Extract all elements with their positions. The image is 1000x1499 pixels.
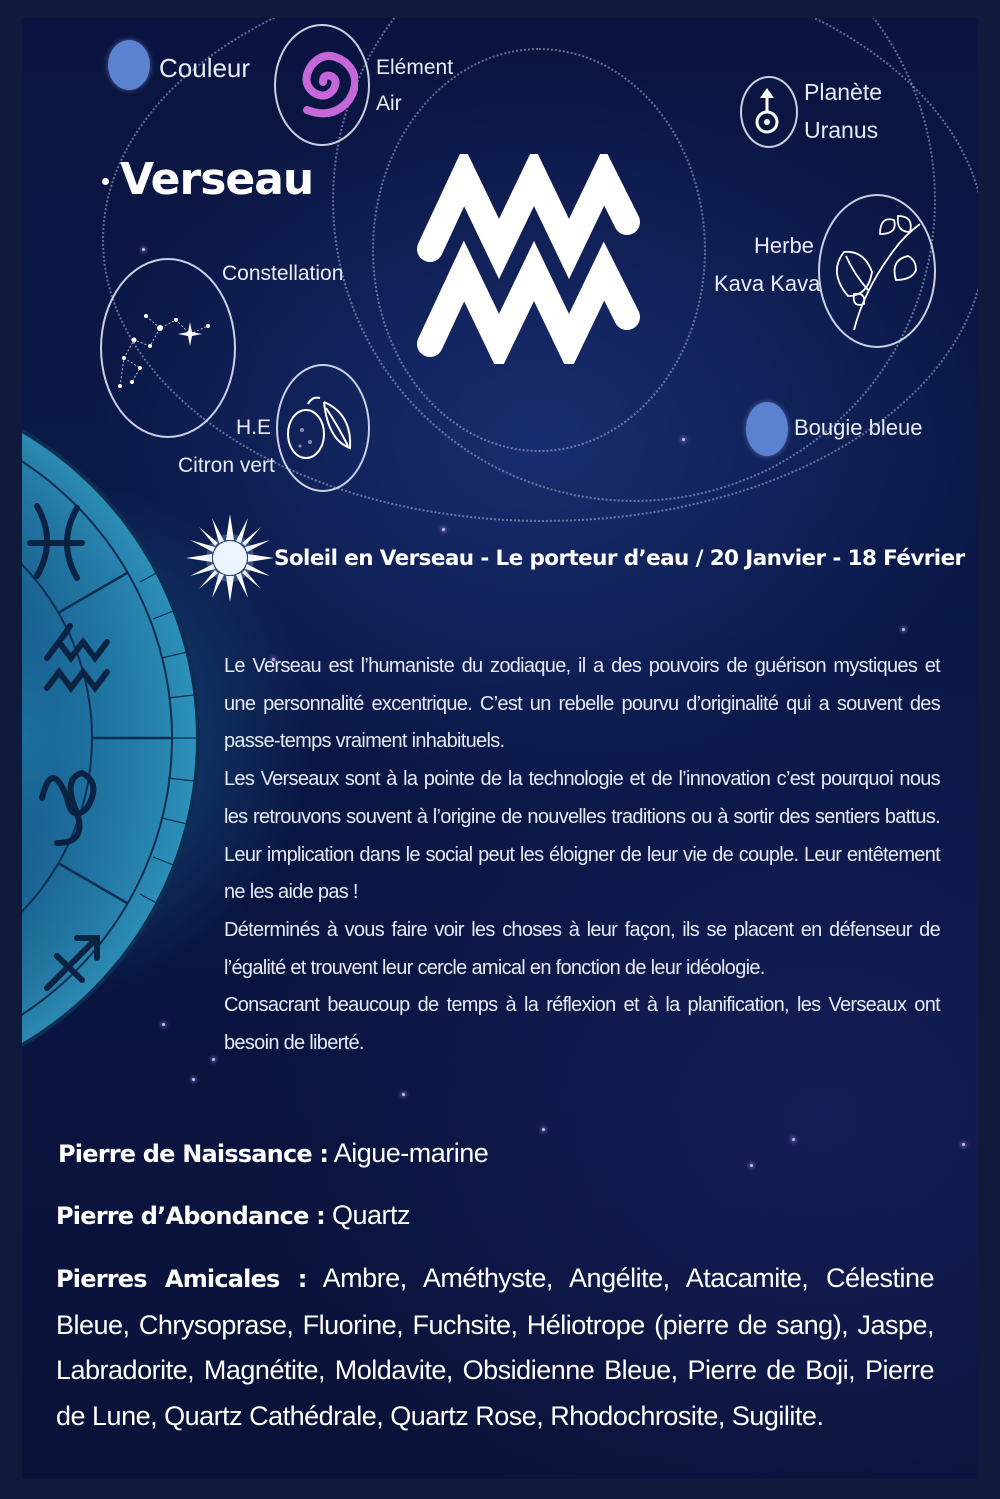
element-value: Air	[376, 92, 402, 115]
pierre-abondance	[56, 1200, 410, 1231]
star	[442, 528, 445, 531]
pierre-abondance-label: Pierre d’Abondance :	[56, 1202, 325, 1230]
bougie-label: Bougie bleue	[794, 415, 923, 440]
title-bullet	[102, 178, 109, 185]
he-value: Citron vert	[178, 454, 275, 477]
headline: Soleil en Verseau - Le porteur d’eau / 20 Janvier - 18 Février	[274, 546, 965, 571]
star	[682, 438, 685, 441]
description-paragraph: Consacrant beaucoup de temps à la réflexion et à la planification, les Verseaux ont besoin de liberté.	[224, 994, 940, 1055]
lime-icon	[282, 390, 362, 468]
couleur-label: Couleur	[159, 53, 251, 83]
sun-icon	[182, 510, 278, 606]
uranus-symbol-icon	[750, 80, 784, 140]
star	[962, 1143, 965, 1146]
kava-kava-plant-icon	[824, 212, 928, 332]
herbe-label: Herbe	[754, 233, 814, 258]
planete-label: Planète	[804, 79, 883, 105]
aquarius-constellation-icon	[110, 298, 226, 398]
planete-value: Uranus	[804, 117, 879, 143]
description-paragraph: Les Verseaux sont à la pointe de la technologie et de l’innovation c’est pourquoi nous les retrouvons souvent à l’origine de nouvelles traditions ou à sortir des sentiers battus. Leur implication dans le social peut les éloigner de leur vie de couple. Leur entêtement ne les aide pas !	[224, 768, 940, 904]
zodiac-wheel	[22, 358, 202, 1118]
pierre-naissance-value: Aigue-marine	[328, 1138, 489, 1168]
description-paragraph: Déterminés à vous faire voir les choses à leur façon, ils se placent en défenseur de l’égalité et trouvent leur cercle amical en fonction de leur idéologie.	[224, 918, 940, 979]
star	[402, 1093, 405, 1096]
pierre-naissance	[58, 1138, 488, 1169]
herbe-value: Kava Kava	[714, 271, 821, 296]
pierres-amicales	[56, 1256, 934, 1439]
description-paragraph: Le Verseau est l’humaniste du zodiaque, il a des pouvoirs de guérison mystiques et une personnalité excentrique. C’est un rebelle pourvu d’originalité qui a souvent des passe-temps vraiment inhabituels.	[224, 655, 940, 753]
sign-title: Verseau	[120, 154, 314, 205]
description	[224, 648, 940, 1063]
star	[542, 1128, 545, 1131]
spiral-air-icon	[288, 40, 358, 120]
element-label: Elément	[376, 56, 454, 79]
pierre-naissance-label: Pierre de Naissance :	[58, 1140, 329, 1168]
pierres-amicales-label: Pierres Amicales :	[56, 1265, 307, 1293]
star	[142, 248, 145, 251]
bougie-swatch	[746, 402, 788, 456]
pierres-amicales-value: Ambre, Améthyste, Angélite, Atacamite, Célestine Bleue, Chrysoprase, Fluorine, Fuchsite, Héliotrope (pierre de sang), Jaspe, Labradorite, Magnétite, Moldavite, Obsidienne Bleue, Pierre de Boji, Pierre de Lune, Quartz Cathédrale, Quartz Rose, Rhodochrosite, Sugilite.	[56, 1263, 935, 1431]
star	[902, 628, 905, 631]
constellation-label: Constellation	[222, 262, 344, 285]
couleur-swatch	[108, 40, 150, 90]
star	[162, 1023, 165, 1026]
pierre-abondance-value: Quartz	[324, 1200, 410, 1230]
poster	[22, 18, 978, 1479]
aquarius-glyph-icon	[412, 154, 642, 364]
star	[750, 1164, 753, 1167]
star	[192, 1078, 195, 1081]
he-label: H.E	[236, 416, 272, 439]
star	[212, 1058, 215, 1061]
star	[792, 1138, 795, 1141]
